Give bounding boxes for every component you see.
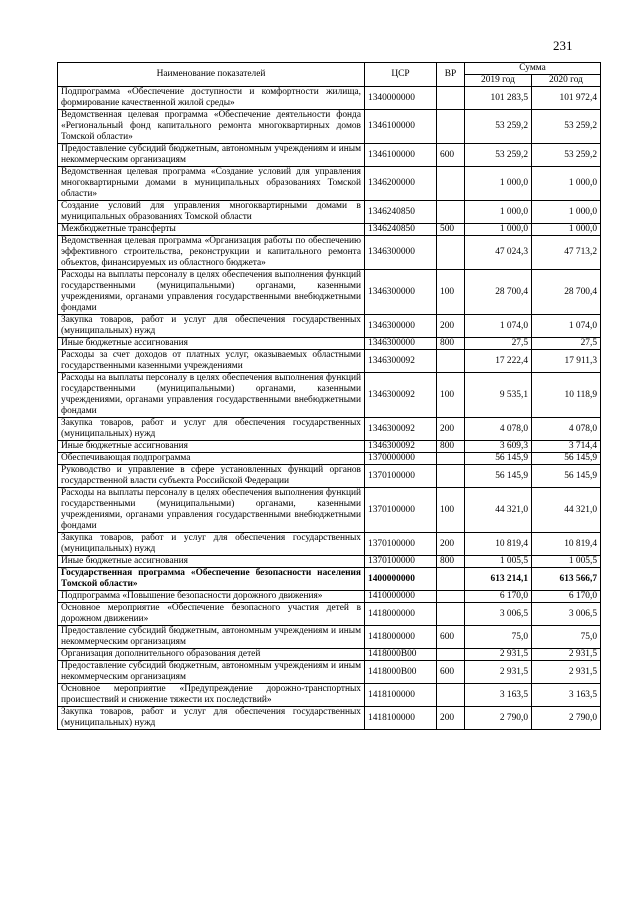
row-value-2019-cell: 27,5 — [465, 338, 532, 350]
row-value-2019-cell: 53 259,2 — [465, 110, 532, 144]
row-csr-cell: 1346300092 — [365, 418, 437, 441]
row-value-2019-cell: 3 163,5 — [465, 684, 532, 707]
table-row — [58, 453, 601, 465]
row-name-cell: Расходы на выплаты персоналу в целях обеспечения выполнения функций государственными (муниципальными) органами, казенными учреждениями, органами управления государственными внебюджетными фондами — [58, 270, 365, 315]
row-value-2019-cell: 75,0 — [465, 626, 532, 649]
row-value-2019-cell: 53 259,2 — [465, 144, 532, 167]
table-row — [58, 270, 601, 315]
table-row — [58, 110, 601, 144]
row-value-2020-cell: 3 714,4 — [532, 441, 601, 453]
row-csr-cell: 1400000000 — [365, 568, 437, 591]
row-name-cell: Обеспечивающая подпрограмма — [58, 453, 365, 465]
row-value-2020-cell: 3 163,5 — [532, 684, 601, 707]
table-row — [58, 373, 601, 418]
row-csr-cell: 1370100000 — [365, 465, 437, 488]
row-csr-cell: 1418000000 — [365, 626, 437, 649]
page-number: 231 — [553, 38, 573, 53]
row-value-2020-cell: 75,0 — [532, 626, 601, 649]
table-row — [58, 488, 601, 533]
row-vr-cell — [437, 236, 465, 270]
row-name-cell: Закупка товаров, работ и услуг для обеспечения государственных (муниципальных) нужд — [58, 418, 365, 441]
row-value-2019-cell: 1 000,0 — [465, 201, 532, 224]
row-vr-cell: 200 — [437, 315, 465, 338]
row-csr-cell: 1346300092 — [365, 441, 437, 453]
row-value-2019-cell: 6 170,0 — [465, 591, 532, 603]
row-value-2020-cell: 56 145,9 — [532, 465, 601, 488]
row-value-2020-cell: 1 000,0 — [532, 201, 601, 224]
row-name-cell: Межбюджетные трансферты — [58, 224, 365, 236]
row-vr-cell: 200 — [437, 418, 465, 441]
row-vr-cell: 800 — [437, 441, 465, 453]
row-value-2020-cell: 10 118,9 — [532, 373, 601, 418]
row-csr-cell: 1346300000 — [365, 315, 437, 338]
row-csr-cell: 1346300000 — [365, 338, 437, 350]
row-name-cell: Расходы за счет доходов от платных услуг, оказываемых областными государственными казенными учреждениями — [58, 350, 365, 373]
table-row — [58, 224, 601, 236]
row-value-2020-cell: 3 006,5 — [532, 603, 601, 626]
row-name-cell: Организация дополнительного образования детей — [58, 649, 365, 661]
row-value-2019-cell: 44 321,0 — [465, 488, 532, 533]
table-header-row — [58, 63, 601, 75]
column-header-2020: 2020 год — [532, 75, 601, 87]
row-csr-cell: 1418000000 — [365, 603, 437, 626]
row-value-2019-cell: 47 024,3 — [465, 236, 532, 270]
row-vr-cell: 100 — [437, 373, 465, 418]
row-csr-cell: 1410000000 — [365, 591, 437, 603]
table-row — [58, 626, 601, 649]
row-vr-cell — [437, 568, 465, 591]
row-csr-cell: 1370000000 — [365, 453, 437, 465]
row-name-cell: Ведомственная целевая программа «Организация работы по обеспечению эффективного строительства, реконструкции и капитального ремонта объектов, финансируемых из областного бюджета» — [58, 236, 365, 270]
table-row — [58, 556, 601, 568]
row-vr-cell: 800 — [437, 338, 465, 350]
row-name-cell: Основное мероприятие «Предупреждение дорожно-транспортных происшествий и снижение тяжести их последствий» — [58, 684, 365, 707]
row-value-2020-cell: 17 911,3 — [532, 350, 601, 373]
table-row — [58, 568, 601, 591]
table-row — [58, 87, 601, 110]
row-name-cell: Предоставление субсидий бюджетным, автономным учреждениям и иным некоммерческим организациям — [58, 626, 365, 649]
table-row — [58, 591, 601, 603]
table-row — [58, 649, 601, 661]
row-vr-cell — [437, 684, 465, 707]
column-header-name: Наименование показателей — [58, 63, 365, 87]
table-row — [58, 684, 601, 707]
table-row — [58, 167, 601, 201]
row-value-2020-cell: 1 005,5 — [532, 556, 601, 568]
row-vr-cell: 200 — [437, 533, 465, 556]
row-value-2020-cell: 1 000,0 — [532, 224, 601, 236]
table-row — [58, 603, 601, 626]
table-body — [58, 87, 601, 730]
row-value-2020-cell: 2 790,0 — [532, 707, 601, 730]
row-name-cell: Закупка товаров, работ и услуг для обеспечения государственных (муниципальных) нужд — [58, 707, 365, 730]
budget-table — [57, 62, 601, 730]
table-row — [58, 201, 601, 224]
row-vr-cell: 600 — [437, 626, 465, 649]
row-value-2020-cell: 2 931,5 — [532, 661, 601, 684]
row-csr-cell: 1346300092 — [365, 373, 437, 418]
row-vr-cell: 100 — [437, 270, 465, 315]
row-value-2019-cell: 101 283,5 — [465, 87, 532, 110]
row-name-cell: Руководство и управление в сфере установленных функций органов государственной власти субъекта Российской Федерации — [58, 465, 365, 488]
row-value-2020-cell: 44 321,0 — [532, 488, 601, 533]
column-header-vr: ВР — [437, 63, 465, 87]
row-value-2019-cell: 1 000,0 — [465, 167, 532, 201]
row-value-2020-cell: 28 700,4 — [532, 270, 601, 315]
row-name-cell: Предоставление субсидий бюджетным, автономным учреждениям и иным некоммерческим организациям — [58, 661, 365, 684]
row-csr-cell: 1340000000 — [365, 87, 437, 110]
row-name-cell: Основное мероприятие «Обеспечение безопасного участия детей в дорожном движении» — [58, 603, 365, 626]
row-value-2020-cell: 2 931,5 — [532, 649, 601, 661]
row-name-cell: Ведомственная целевая программа «Создание условий для управления многоквартирными домами в муниципальных образованиях Томской области» — [58, 167, 365, 201]
table-row — [58, 418, 601, 441]
row-csr-cell: 1370100000 — [365, 533, 437, 556]
row-csr-cell: 1346100000 — [365, 144, 437, 167]
row-value-2020-cell: 4 078,0 — [532, 418, 601, 441]
row-name-cell: Расходы на выплаты персоналу в целях обеспечения выполнения функций государственными (муниципальными) органами, казенными учреждениями, органами управления государственными внебюджетными фондами — [58, 373, 365, 418]
row-value-2020-cell: 56 145,9 — [532, 453, 601, 465]
row-vr-cell — [437, 110, 465, 144]
row-value-2020-cell: 613 566,7 — [532, 568, 601, 591]
row-value-2020-cell: 53 259,2 — [532, 110, 601, 144]
row-value-2019-cell: 10 819,4 — [465, 533, 532, 556]
table-row — [58, 338, 601, 350]
row-value-2019-cell: 3 006,5 — [465, 603, 532, 626]
row-vr-cell: 600 — [437, 144, 465, 167]
row-value-2019-cell: 56 145,9 — [465, 465, 532, 488]
column-header-csr: ЦСР — [365, 63, 437, 87]
row-value-2020-cell: 10 819,4 — [532, 533, 601, 556]
row-name-cell: Иные бюджетные ассигнования — [58, 338, 365, 350]
row-csr-cell: 1370100000 — [365, 488, 437, 533]
column-header-2019: 2019 год — [465, 75, 532, 87]
row-csr-cell: 1346240850 — [365, 224, 437, 236]
row-value-2019-cell: 613 214,1 — [465, 568, 532, 591]
table-row — [58, 465, 601, 488]
row-value-2020-cell: 53 259,2 — [532, 144, 601, 167]
table-row — [58, 144, 601, 167]
row-csr-cell: 1346100000 — [365, 110, 437, 144]
row-vr-cell — [437, 453, 465, 465]
row-csr-cell: 1346300092 — [365, 350, 437, 373]
row-name-cell: Ведомственная целевая программа «Обеспечение деятельности фонда «Региональный фонд капитального ремонта многоквартирных домов Томской области» — [58, 110, 365, 144]
table-row — [58, 236, 601, 270]
row-value-2019-cell: 56 145,9 — [465, 453, 532, 465]
row-value-2019-cell: 9 535,1 — [465, 373, 532, 418]
row-vr-cell — [437, 201, 465, 224]
row-vr-cell — [437, 87, 465, 110]
row-value-2019-cell: 1 074,0 — [465, 315, 532, 338]
row-csr-cell: 1346300000 — [365, 236, 437, 270]
row-value-2020-cell: 27,5 — [532, 338, 601, 350]
row-vr-cell — [437, 167, 465, 201]
column-header-sum: Сумма — [465, 63, 601, 75]
row-value-2020-cell: 1 000,0 — [532, 167, 601, 201]
row-name-cell: Подпрограмма «Обеспечение доступности и комфортности жилища, формирование качественной жилой среды» — [58, 87, 365, 110]
row-value-2019-cell: 1 005,5 — [465, 556, 532, 568]
row-csr-cell: 1370100000 — [365, 556, 437, 568]
row-vr-cell: 800 — [437, 556, 465, 568]
row-csr-cell: 1346240850 — [365, 201, 437, 224]
table-row — [58, 533, 601, 556]
row-vr-cell — [437, 350, 465, 373]
row-value-2019-cell: 2 931,5 — [465, 661, 532, 684]
row-value-2019-cell: 4 078,0 — [465, 418, 532, 441]
row-value-2020-cell: 1 074,0 — [532, 315, 601, 338]
row-vr-cell — [437, 465, 465, 488]
table-row — [58, 661, 601, 684]
row-vr-cell — [437, 591, 465, 603]
row-vr-cell: 500 — [437, 224, 465, 236]
row-value-2019-cell: 3 609,3 — [465, 441, 532, 453]
row-value-2019-cell: 17 222,4 — [465, 350, 532, 373]
row-vr-cell — [437, 603, 465, 626]
row-value-2019-cell: 2 931,5 — [465, 649, 532, 661]
row-name-cell: Государственная программа «Обеспечение безопасности населения Томской области» — [58, 568, 365, 591]
row-value-2020-cell: 6 170,0 — [532, 591, 601, 603]
row-value-2019-cell: 2 790,0 — [465, 707, 532, 730]
row-vr-cell: 600 — [437, 661, 465, 684]
table-row — [58, 441, 601, 453]
row-csr-cell: 1418000В00 — [365, 661, 437, 684]
row-csr-cell: 1418000В00 — [365, 649, 437, 661]
row-value-2020-cell: 101 972,4 — [532, 87, 601, 110]
row-name-cell: Закупка товаров, работ и услуг для обеспечения государственных (муниципальных) нужд — [58, 315, 365, 338]
row-name-cell: Предоставление субсидий бюджетным, автономным учреждениям и иным некоммерческим организациям — [58, 144, 365, 167]
row-value-2020-cell: 47 713,2 — [532, 236, 601, 270]
row-csr-cell: 1418100000 — [365, 707, 437, 730]
row-name-cell: Создание условий для управления многоквартирными домами в муниципальных образованиях Томской области — [58, 201, 365, 224]
row-csr-cell: 1346300000 — [365, 270, 437, 315]
table-row — [58, 707, 601, 730]
table-row — [58, 350, 601, 373]
row-vr-cell: 200 — [437, 707, 465, 730]
row-name-cell: Иные бюджетные ассигнования — [58, 441, 365, 453]
row-name-cell: Расходы на выплаты персоналу в целях обеспечения выполнения функций государственными (муниципальными) органами, казенными учреждениями, органами управления государственными внебюджетными фондами — [58, 488, 365, 533]
row-csr-cell: 1418100000 — [365, 684, 437, 707]
row-vr-cell — [437, 649, 465, 661]
row-name-cell: Иные бюджетные ассигнования — [58, 556, 365, 568]
row-name-cell: Закупка товаров, работ и услуг для обеспечения государственных (муниципальных) нужд — [58, 533, 365, 556]
row-vr-cell: 100 — [437, 488, 465, 533]
row-value-2019-cell: 1 000,0 — [465, 224, 532, 236]
table-row — [58, 315, 601, 338]
row-name-cell: Подпрограмма «Повышение безопасности дорожного движения» — [58, 591, 365, 603]
row-value-2019-cell: 28 700,4 — [465, 270, 532, 315]
row-csr-cell: 1346200000 — [365, 167, 437, 201]
